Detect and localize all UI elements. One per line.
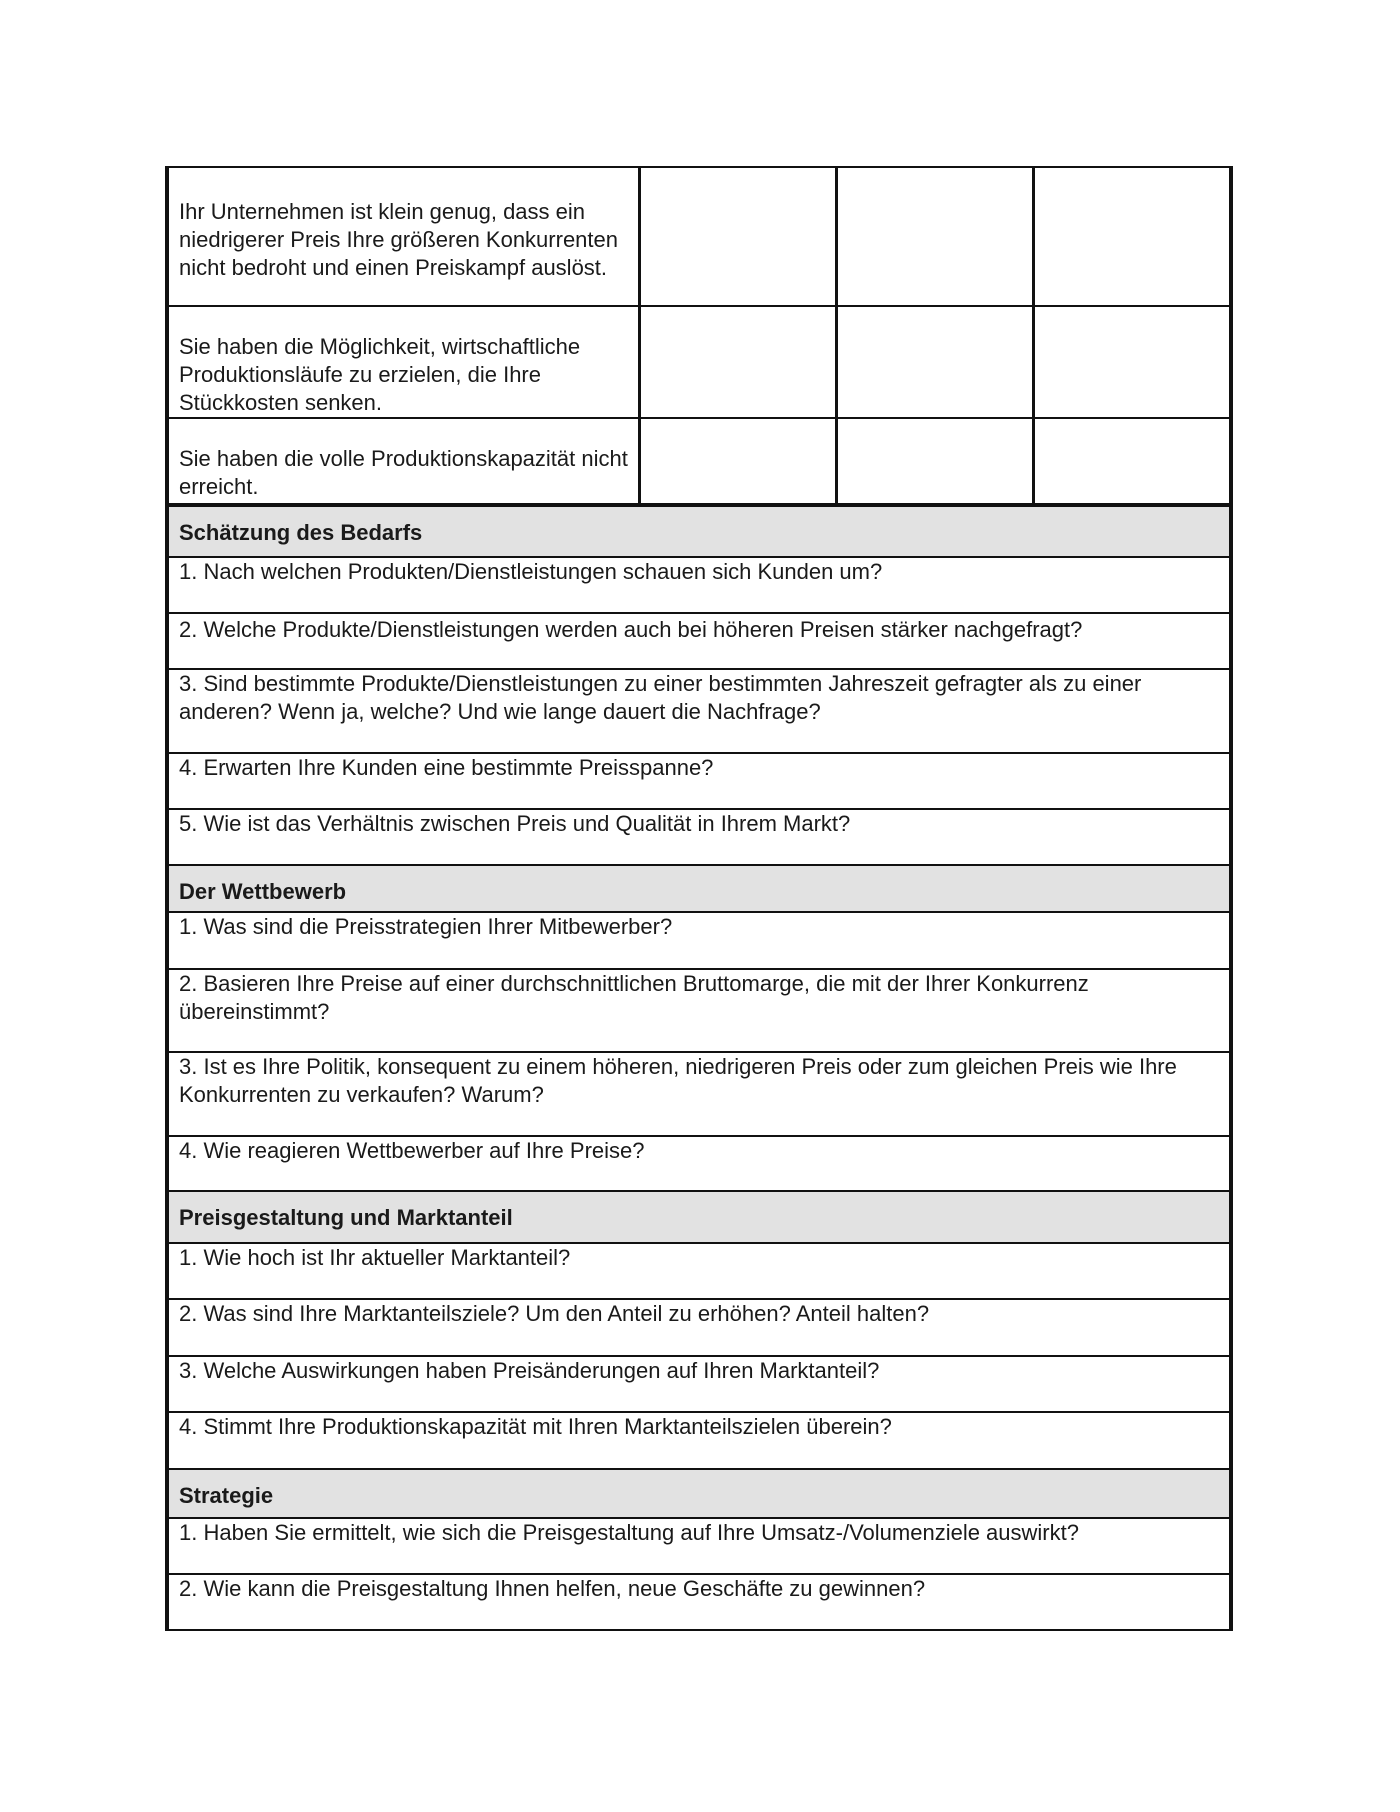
question-row[interactable]: 2. Wie kann die Preisgestaltung Ihnen helfen, neue Geschäfte zu gewinnen? bbox=[179, 1576, 926, 1601]
question-row[interactable]: 2. Basieren Ihre Preise auf einer durchschnittlichen Bruttomarge, die mit der Ihrer Konkurrenz übereinstimmt? bbox=[169, 970, 1229, 1053]
criteria-row bbox=[169, 168, 1229, 307]
criteria-text: Sie haben die volle Produktionskapazität nicht erreicht. bbox=[169, 419, 641, 503]
pricing-worksheet-table bbox=[165, 166, 1233, 1631]
question-row[interactable]: 3. Sind bestimmte Produkte/Dienstleistungen zu einer bestimmten Jahreszeit gefragter als zu einer anderen? Wenn ja, welche? Und wie lange dauert die Nachfrage? bbox=[169, 670, 1229, 754]
criteria-row bbox=[169, 307, 1229, 419]
question-row[interactable]: 2. Was sind Ihre Marktanteilsziele? Um den Anteil zu erhöhen? Anteil halten? bbox=[169, 1300, 1229, 1357]
question-row[interactable]: 4. Wie reagieren Wettbewerber auf Ihre Preise? bbox=[169, 1137, 1229, 1192]
rating-cell[interactable] bbox=[838, 419, 1035, 503]
question-row[interactable]: 1. Haben Sie ermittelt, wie sich die Preisgestaltung auf Ihre Umsatz-/Volumenziele auswirkt? bbox=[169, 1519, 1229, 1575]
rating-cell[interactable] bbox=[1035, 307, 1229, 417]
question-row[interactable]: 1. Was sind die Preisstrategien Ihrer Mitbewerber? bbox=[169, 913, 1229, 970]
rating-cell[interactable] bbox=[1035, 419, 1229, 503]
question-row[interactable]: 1. Wie hoch ist Ihr aktueller Marktanteil? bbox=[169, 1244, 1229, 1300]
question-row[interactable]: 3. Welche Auswirkungen haben Preisänderungen auf Ihren Marktanteil? bbox=[169, 1357, 1229, 1413]
section-heading: Preisgestaltung und Marktanteil bbox=[169, 1192, 1229, 1244]
criteria-text: Sie haben die Möglichkeit, wirtschaftliche Produktionsläufe zu erzielen, die Ihre Stückkosten senken. bbox=[169, 307, 641, 417]
rating-cell[interactable] bbox=[1035, 168, 1229, 305]
question-row[interactable]: 4. Stimmt Ihre Produktionskapazität mit Ihren Marktanteilszielen überein? bbox=[169, 1413, 1229, 1470]
section-heading: Strategie bbox=[169, 1470, 1229, 1519]
rating-cell[interactable] bbox=[641, 168, 838, 305]
rating-cell[interactable] bbox=[641, 419, 838, 503]
question-row[interactable]: 4. Erwarten Ihre Kunden eine bestimmte Preisspanne? bbox=[169, 754, 1229, 810]
criteria-text: Ihr Unternehmen ist klein genug, dass ein niedrigerer Preis Ihre größeren Konkurrenten nicht bedroht und einen Preiskampf auslöst. bbox=[169, 168, 641, 305]
section-heading: Schätzung des Bedarfs bbox=[169, 507, 1229, 558]
rating-cell[interactable] bbox=[838, 307, 1035, 417]
criteria-row bbox=[169, 419, 1229, 507]
question-row[interactable]: 5. Wie ist das Verhältnis zwischen Preis und Qualität in Ihrem Markt? bbox=[169, 810, 1229, 866]
question-row[interactable]: 1. Nach welchen Produkten/Dienstleistungen schauen sich Kunden um? bbox=[169, 558, 1229, 614]
section-heading: Der Wettbewerb bbox=[169, 866, 1229, 913]
question-row[interactable]: 3. Ist es Ihre Politik, konsequent zu einem höheren, niedrigeren Preis oder zum gleichen Preis wie Ihre Konkurrenten zu verkaufen? Warum? bbox=[169, 1053, 1229, 1137]
rating-cell[interactable] bbox=[641, 307, 838, 417]
question-row[interactable]: 2. Welche Produkte/Dienstleistungen werden auch bei höheren Preisen stärker nachgefragt? bbox=[169, 614, 1229, 670]
rating-cell[interactable] bbox=[838, 168, 1035, 305]
